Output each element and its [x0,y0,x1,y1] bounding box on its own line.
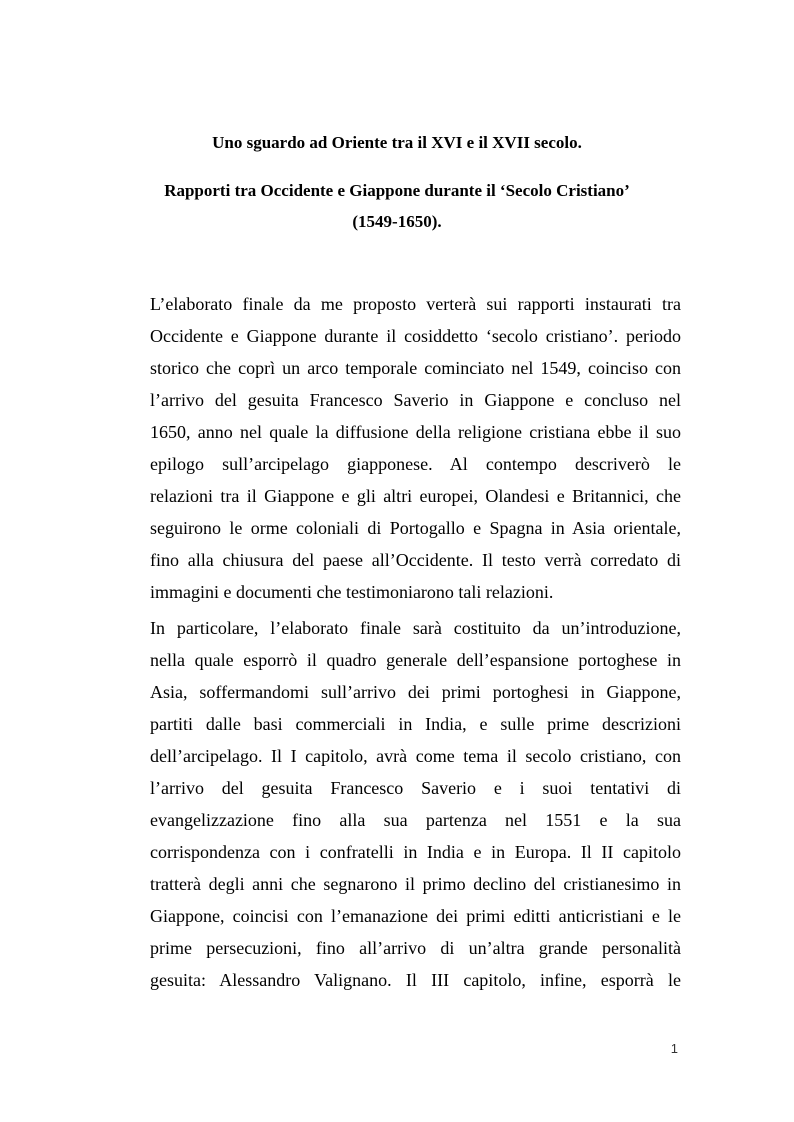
text-line: dell’arcipelago. Il I capitolo, avrà come tema il secolo cristiano, con [150,746,681,766]
document-title: Uno sguardo ad Oriente tra il XVI e il XVII secolo. [212,133,582,152]
text-line: evangelizzazione fino alla sua partenza nel 1551 e la sua [150,810,681,830]
text-line: tratterà degli anni che segnarono il primo declino del cristianesimo in [150,874,681,894]
document-subtitle-dates: (1549-1650). [352,212,442,231]
text-line: seguirono le orme coloniali di Portogallo e Spagna in Asia orientale, [150,518,681,538]
text-line: l’arrivo del gesuita Francesco Saverio in Giappone e concluso nel [150,390,681,410]
page-number: 1 [670,1041,678,1056]
text-line: 1650, anno nel quale la diffusione della religione cristiana ebbe il suo [150,422,681,442]
text-line: storico che coprì un arco temporale cominciato nel 1549, coinciso con [150,358,681,378]
text-line: Asia, soffermandomi sull’arrivo dei primi portoghesi in Giappone, [150,682,681,702]
text-line: gesuita: Alessandro Valignano. Il III capitolo, infine, esporrà le [150,970,681,990]
text-line: fino alla chiusura del paese all’Occidente. Il testo verrà corredato di [150,550,681,570]
text-line: Giappone, coincisi con l’emanazione dei primi editti anticristiani e le [150,906,681,926]
text-line: immagini e documenti che testimoniarono tali relazioni. [150,582,554,602]
text-line: Occidente e Giappone durante il cosiddetto ‘secolo cristiano’. periodo [150,326,681,346]
text-line: epilogo sull’arcipelago giapponese. Al contempo descriverò le [150,454,681,474]
text-line: corrispondenza con i confratelli in India e in Europa. Il II capitolo [150,842,681,862]
text-line: relazioni tra il Giappone e gli altri europei, Olandesi e Britannici, che [150,486,681,506]
text-line: prime persecuzioni, fino all’arrivo di un’altra grande personalità [150,938,681,958]
text-line: partiti dalle basi commerciali in India, e sulle prime descrizioni [150,714,681,734]
paragraph-2 [150,612,681,996]
text-line: L’elaborato finale da me proposto verterà sui rapporti instaurati tra [150,294,681,314]
document-subtitle: Rapporti tra Occidente e Giappone durante il ‘Secolo Cristiano’ [164,181,630,200]
paragraph-1 [150,288,681,608]
text-line: nella quale esporrò il quadro generale dell’espansione portoghese in [150,650,681,670]
text-line: In particolare, l’elaborato finale sarà costituito da un’introduzione, [150,618,681,638]
text-line: l’arrivo del gesuita Francesco Saverio e i suoi tentativi di [150,778,681,798]
